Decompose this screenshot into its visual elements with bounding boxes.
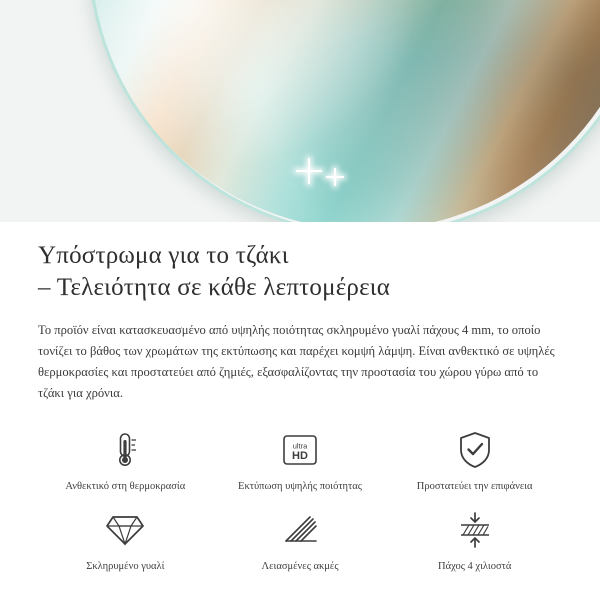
- svg-text:HD: HD: [292, 450, 308, 462]
- polished-edges-icon: [280, 508, 320, 552]
- feature-label: Σκληρυμένο γυαλί: [86, 561, 165, 572]
- feature-item-polished-edges: [213, 508, 388, 574]
- thickness-arrows-icon: [455, 508, 495, 552]
- description-paragraph: Το προϊόν είναι κατασκευασμένο από υψηλής ποιότητας σκληρυμένο γυαλί πάχους 4 mm, το οποίο τονίζει το βάθος των χρωμάτων της εκτύπωσης και παρέχει κομψή λάμψη. Είναι ανθεκτικό σε υψηλές θερμοκρασίες και προστατεύει από ζημιές, εξασφαλίζοντας την προστασία του χώρου γύρω από το τζάκι για χρόνια.: [38, 323, 555, 400]
- page-title: [38, 240, 562, 304]
- headline-line-2: – Τελειότητα σε κάθε λεπτομέρεια: [38, 274, 391, 301]
- feature-label: Πάχος 4 χιλιοστά: [438, 561, 512, 572]
- feature-label: Προστατεύει την επιφάνεια: [416, 481, 533, 492]
- svg-text:ultra: ultra: [292, 441, 308, 451]
- feature-label: Ανθεκτικό στη θερμοκρασία: [65, 481, 186, 492]
- feature-item-surface-protection: [387, 428, 562, 494]
- feature-grid: [38, 428, 562, 574]
- feature-label: Λειασμένες ακμές: [261, 561, 339, 572]
- diamond-icon: [105, 508, 145, 552]
- ultra-hd-icon: [279, 428, 321, 472]
- headline-line-1: Υπόστρωμα για το τζάκι: [38, 242, 289, 269]
- feature-item-tempered-glass: [38, 508, 213, 574]
- shield-check-icon: [456, 428, 494, 472]
- hero-image: [0, 0, 600, 222]
- feature-item-print-quality: [213, 428, 388, 494]
- feature-item-temperature: [38, 428, 213, 494]
- feature-item-thickness: [387, 508, 562, 574]
- marble-platter-graphic: [88, 0, 600, 222]
- feature-label: Εκτύπωση υψηλής ποιότητας: [238, 481, 362, 492]
- content-area: [0, 222, 600, 574]
- thermometer-icon: [108, 428, 142, 472]
